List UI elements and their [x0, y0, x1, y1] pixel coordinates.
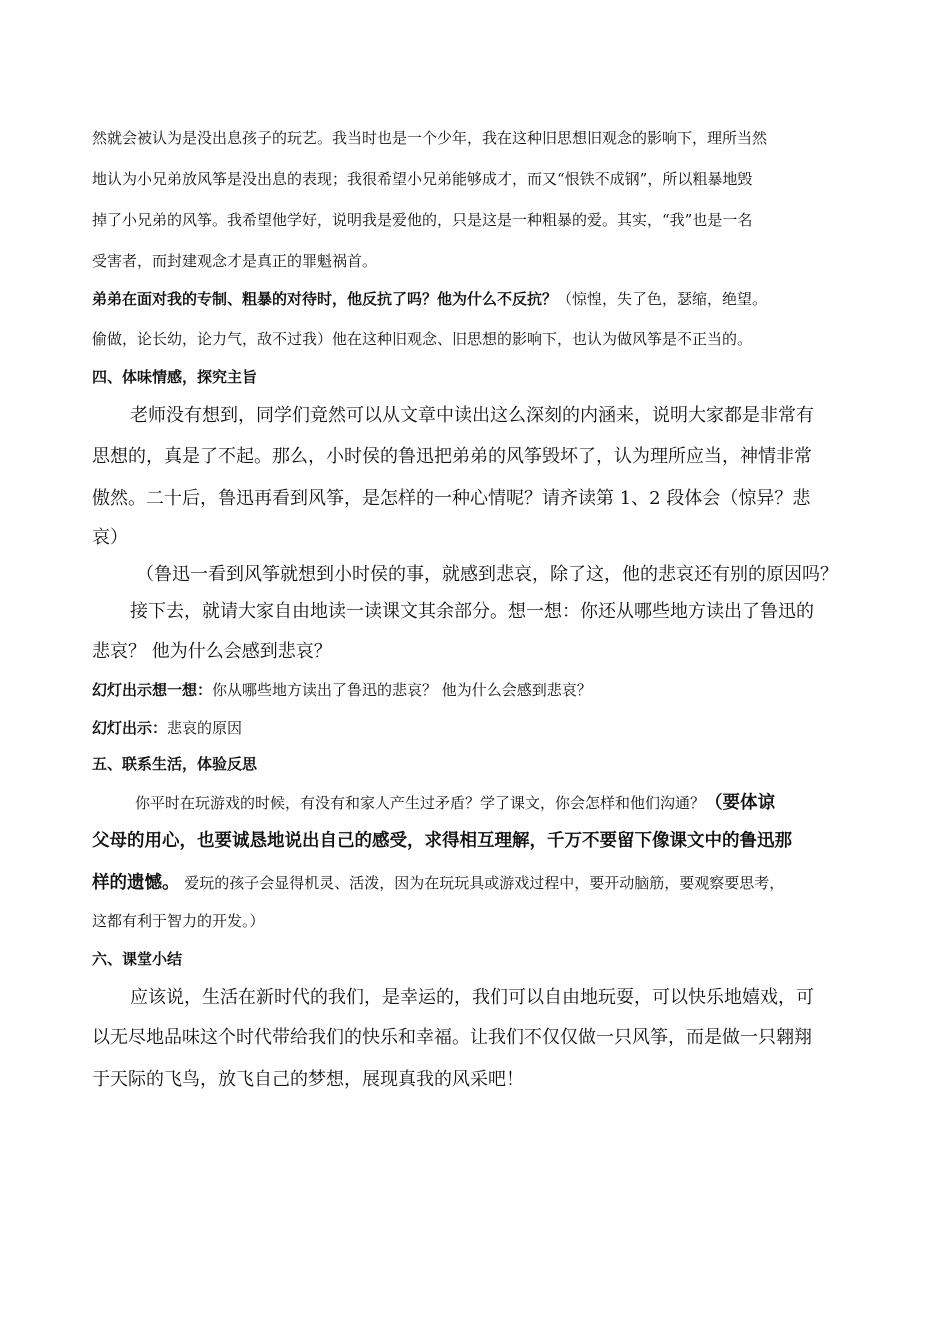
paragraph-line: 然就会被认为是没出息孩子的玩艺。我当时也是一个少年，我在这种旧思想旧观念的影响下，理所当然	[92, 129, 768, 147]
slide-label: 幻灯出示想一想：	[92, 681, 213, 699]
paragraph-line: 哀）	[92, 527, 128, 548]
paragraph-line: 思想的，真是了不起。那么，小时侯的鲁迅把弟弟的风筝毁坏了，认为理所应当，神情非常	[92, 446, 812, 467]
paragraph-line: 以无尽地品味这个时代带给我们的快乐和幸福。让我们不仅仅做一只风筝，而是做一只翱翔	[92, 1027, 812, 1048]
paragraph-line	[135, 789, 775, 814]
paragraph-line: （鲁迅一看到风筝就想到小时侯的事，就感到悲哀，除了这，他的悲哀还有别的原因吗？	[136, 564, 838, 585]
slide-line	[92, 679, 592, 700]
paragraph-line: 地认为小兄弟放风筝是没出息的表现；我很希望小兄弟能够成才，而又“恨铁不成钢”，所以粗暴地毁	[92, 170, 753, 188]
slide-line	[92, 717, 242, 738]
slide-text: 悲哀的原因	[167, 719, 243, 737]
paragraph-line: 受害者，而封建观念才是真正的罪魁祸首。	[92, 252, 378, 270]
prompt-text: 你平时在玩游戏的时候，有没有和家人产生过矛盾？学了课文，你会怎样和他们沟通？	[135, 794, 706, 812]
paragraph-line: 悲哀？ 他为什么会感到悲哀？	[92, 641, 332, 662]
slide-text: 你从哪些地方读出了鲁迅的悲哀？ 他为什么会感到悲哀？	[212, 681, 592, 699]
section-heading: 四、体味情感，探究主旨	[92, 368, 258, 386]
paragraph-line: 傲然。二十后，鲁迅再看到风筝，是怎样的一种心情呢？请齐读第 1、2 段体会（惊异？悲	[92, 488, 811, 509]
paragraph-line: 于天际的飞鸟，放飞自己的梦想，展现真我的风采吧！	[92, 1069, 524, 1090]
question-line	[92, 288, 767, 309]
emphasis-text: （要体谅	[705, 793, 776, 813]
section-heading: 六、课堂小结	[92, 950, 183, 968]
slide-label: 幻灯出示：	[92, 719, 168, 737]
paragraph-line	[92, 869, 784, 894]
note-text: 爱玩的孩子会显得机灵、活泼，因为在玩玩具或游戏过程中，要开动脑筋，要观察要思考，	[179, 874, 785, 892]
paragraph-line: 这都有利于智力的开发。）	[92, 912, 265, 930]
emphasis-text: 样的遗憾。	[92, 873, 180, 893]
paragraph-line: 老师没有想到，同学们竟然可以从文章中读出这么深刻的内涵来，说明大家都是非常有	[130, 405, 814, 426]
paragraph-line: 应该说，生活在新时代的我们，是幸运的，我们可以自由地玩耍，可以快乐地嬉戏，可	[130, 987, 814, 1008]
paragraph-line: 接下去，就请大家自由地读一读课文其余部分。想一想：你还从哪些地方读出了鲁迅的	[130, 601, 814, 622]
question-bold: 弟弟在面对我的专制、粗暴的对待时，他反抗了吗？他为什么不反抗？	[92, 290, 558, 308]
section-heading: 五、联系生活，体验反思	[92, 755, 258, 773]
paragraph-line: 掉了小兄弟的风筝。我希望他学好，说明我是爱他的，只是这是一种粗暴的爱。其实，“我”也是一名	[92, 211, 753, 229]
paragraph-line: 偷做，论长幼，论力气，敌不过我）他在这种旧观念、旧思想的影响下，也认为做风筝是不正当的。	[92, 330, 753, 348]
emphasis-line: 父母的用心，也要诚恳地说出自己的感受，求得相互理解，千万不要留下像课文中的鲁迅那	[92, 831, 792, 851]
question-answer: （惊惶，失了色，瑟缩，绝望。	[557, 290, 768, 308]
